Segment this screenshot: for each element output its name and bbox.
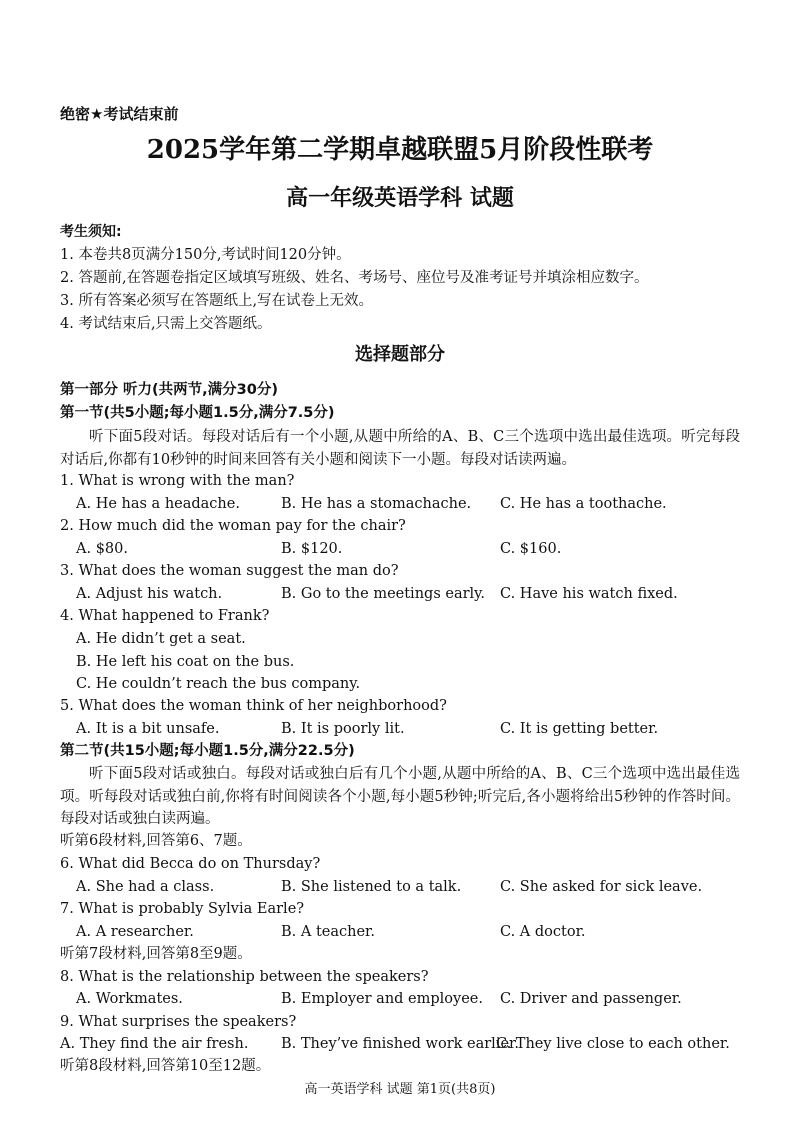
- section-heading: 选择题部分: [355, 344, 445, 365]
- option-c: C. Have his watch fixed.: [500, 586, 678, 602]
- notice-heading: 考生须知:: [60, 224, 122, 240]
- option-b: B. They’ve finished work earlier.: [281, 1036, 519, 1052]
- option-c: C. It is getting better.: [500, 721, 659, 737]
- option-a: A. He has a headache.: [76, 496, 240, 512]
- option-a: A. A researcher.: [76, 924, 194, 940]
- question-stem: 2. How much did the woman pay for the chair?: [60, 518, 406, 534]
- page-footer: 高一英语学科 试题 第1页(共8页): [304, 1082, 496, 1097]
- option-c: C. He has a toothache.: [500, 496, 667, 512]
- option-a: A. Adjust his watch.: [76, 586, 223, 602]
- sec2-instructions: 听下面5段对话或独白。每段对话或独白后有几个小题,从题中所给的A、B、C三个选项中选出最佳选项。听每段对话或独白前,你将有时间阅读各个小题,每小题5秒钟;听完后,各小题将给出5秒钟的作答时间。每段对话或独白读两遍。: [60, 766, 740, 827]
- option-b: B. It is poorly lit.: [281, 721, 405, 737]
- option-c: C. Driver and passenger.: [500, 991, 682, 1007]
- material-note: 听第7段材料,回答第8至9题。: [60, 946, 252, 962]
- material-note: 听第8段材料,回答第10至12题。: [60, 1058, 271, 1074]
- question-stem: 1. What is wrong with the man?: [60, 473, 295, 489]
- question-stem: 3. What does the woman suggest the man do?: [60, 563, 399, 579]
- confidential-label: 绝密★考试结束前: [60, 105, 179, 123]
- notice-list: [60, 244, 649, 336]
- exam-title: 2025学年第二学期卓越联盟5月阶段性联考: [146, 135, 654, 165]
- part1-heading: 第一部分 听力(共两节,满分30分): [60, 382, 278, 398]
- option-b: B. He has a stomachache.: [281, 496, 472, 512]
- notice-item: 2. 答题前,在答题卷指定区域填写班级、姓名、考场号、座位号及准考证号并填涂相应数字。: [60, 270, 649, 286]
- option-a: A. They find the air fresh.: [60, 1036, 249, 1052]
- question-stem: 4. What happened to Frank?: [60, 608, 270, 624]
- option-c: C. $160.: [500, 541, 562, 557]
- option-b: B. She listened to a talk.: [281, 879, 462, 895]
- option-b: B. A teacher.: [281, 924, 375, 940]
- option-c: C. He couldn’t reach the bus company.: [76, 676, 361, 692]
- option-c: C. They live close to each other.: [496, 1036, 730, 1052]
- option-a: A. Workmates.: [76, 991, 183, 1007]
- question-stem: 8. What is the relationship between the speakers?: [60, 969, 429, 985]
- notice-item: 3. 所有答案必须写在答题纸上,写在试卷上无效。: [60, 293, 374, 309]
- material-note: 听第6段材料,回答第6、7题。: [60, 833, 252, 849]
- option-b: B. $120.: [281, 541, 343, 557]
- option-a: A. $80.: [76, 541, 128, 557]
- sec1-instructions: 听下面5段对话。每段对话后有一个小题,从题中所给的A、B、C三个选项中选出最佳选项。听完每段对话后,你都有10秒钟的时间来回答有关小题和阅读下一小题。每段对话读两遍。: [60, 429, 740, 468]
- option-c: C. She asked for sick leave.: [500, 879, 703, 895]
- exam-subtitle: 高一年级英语学科 试题: [286, 185, 514, 211]
- question-stem: 6. What did Becca do on Thursday?: [60, 856, 321, 872]
- option-b: B. He left his coat on the bus.: [76, 654, 295, 670]
- option-b: B. Go to the meetings early.: [281, 586, 486, 602]
- option-b: B. Employer and employee.: [281, 991, 483, 1007]
- sec1-heading: 第一节(共5小题;每小题1.5分,满分7.5分): [60, 405, 335, 421]
- question-stem: 5. What does the woman think of her neighborhood?: [60, 698, 447, 714]
- question-stem: 7. What is probably Sylvia Earle?: [60, 901, 305, 917]
- sec2-heading: 第二节(共15小题;每小题1.5分,满分22.5分): [60, 743, 355, 759]
- option-c: C. A doctor.: [500, 924, 586, 940]
- notice-item: 1. 本卷共8页满分150分,考试时间120分钟。: [60, 247, 351, 263]
- option-a: A. It is a bit unsafe.: [76, 721, 220, 737]
- question-stem: 9. What surprises the speakers?: [60, 1014, 297, 1030]
- option-a: A. She had a class.: [76, 879, 215, 895]
- notice-item: 4. 考试结束后,只需上交答题纸。: [60, 316, 272, 332]
- option-a: A. He didn’t get a seat.: [76, 631, 246, 647]
